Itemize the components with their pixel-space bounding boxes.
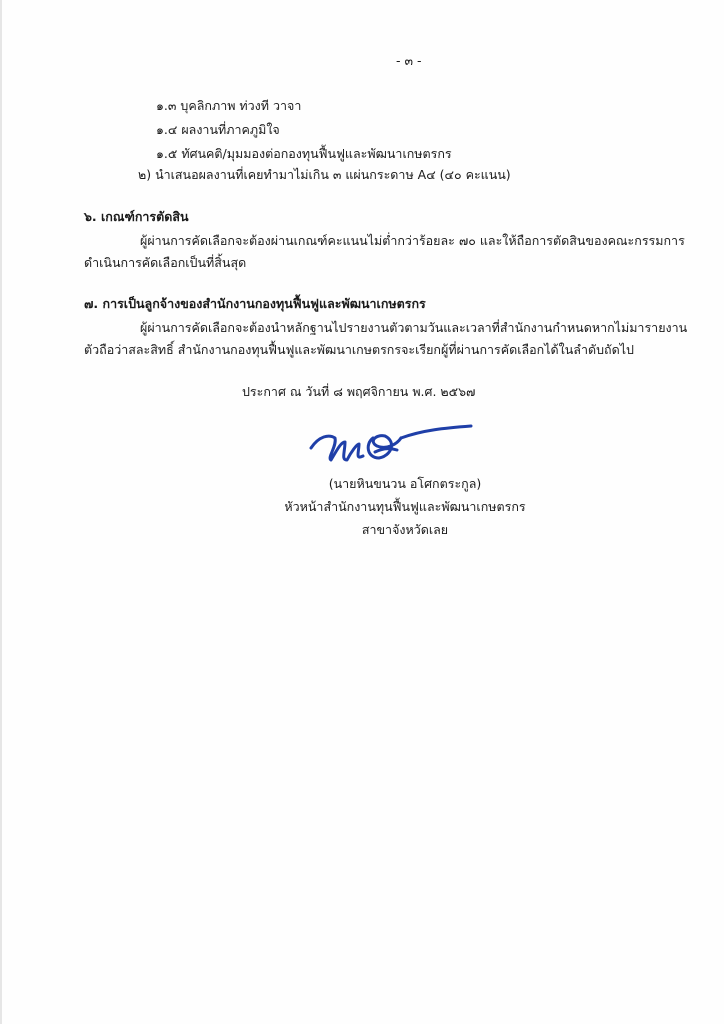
list-item-1-4: ๑.๔ ผลงานที่ภาคภูมิใจ bbox=[156, 122, 280, 137]
section7-heading: ๗. การเป็นลูกจ้างของสำนักงานกองทุนฟื้นฟูและพัฒนาเกษตรกร bbox=[84, 296, 426, 311]
announcement-date: ประกาศ ณ วันที่ ๘ พฤศจิกายน พ.ศ. ๒๕๖๗ bbox=[242, 384, 476, 399]
signatory-branch: สาขาจังหวัดเลย bbox=[361, 522, 449, 537]
handwritten-signature bbox=[305, 424, 475, 472]
list-item-1-5: ๑.๕ ทัศนคติ/มุมมองต่อกองทุนฟื้นฟูและพัฒนาเกษตรกร bbox=[156, 146, 452, 161]
page-number: - ๓ - bbox=[396, 53, 422, 68]
section7-paragraph-line2: ตัวถือว่าสละสิทธิ์ สำนักงานกองทุนฟื้นฟูและพัฒนาเกษตรกรจะเรียกผู้ที่ผ่านการคัดเลือกได้ในลำดับถัดไป bbox=[84, 342, 634, 357]
signatory-position: หัวหน้าสำนักงานทุนฟื้นฟูและพัฒนาเกษตรกร bbox=[284, 499, 526, 514]
section7-paragraph-line1: ผู้ผ่านการคัดเลือกจะต้องนำหลักฐานไปรายงานตัวตามวันและเวลาที่สำนักงานกำหนดหากไม่มารายงาน bbox=[140, 320, 688, 335]
section6-paragraph-line2: ดำเนินการคัดเลือกเป็นที่สิ้นสุด bbox=[84, 255, 247, 270]
section6-paragraph-line1: ผู้ผ่านการคัดเลือกจะต้องผ่านเกณฑ์คะแนนไม่ต่ำกว่าร้อยละ ๗๐ และให้ถือการตัดสินของคณะกรรมการ bbox=[140, 233, 685, 248]
list-item-2: ๒) นำเสนอผลงานที่เคยทำมาไม่เกิน ๓ แผ่นกระดาษ A๔ (๔๐ คะแนน) bbox=[138, 167, 511, 182]
list-item-1-3: ๑.๓ บุคลิกภาพ ท่วงที วาจา bbox=[156, 98, 302, 113]
signatory-name: (นายหินขนวน อโศกตระกูล) bbox=[328, 476, 482, 491]
section6-heading: ๖. เกณฑ์การตัดสิน bbox=[84, 209, 189, 224]
